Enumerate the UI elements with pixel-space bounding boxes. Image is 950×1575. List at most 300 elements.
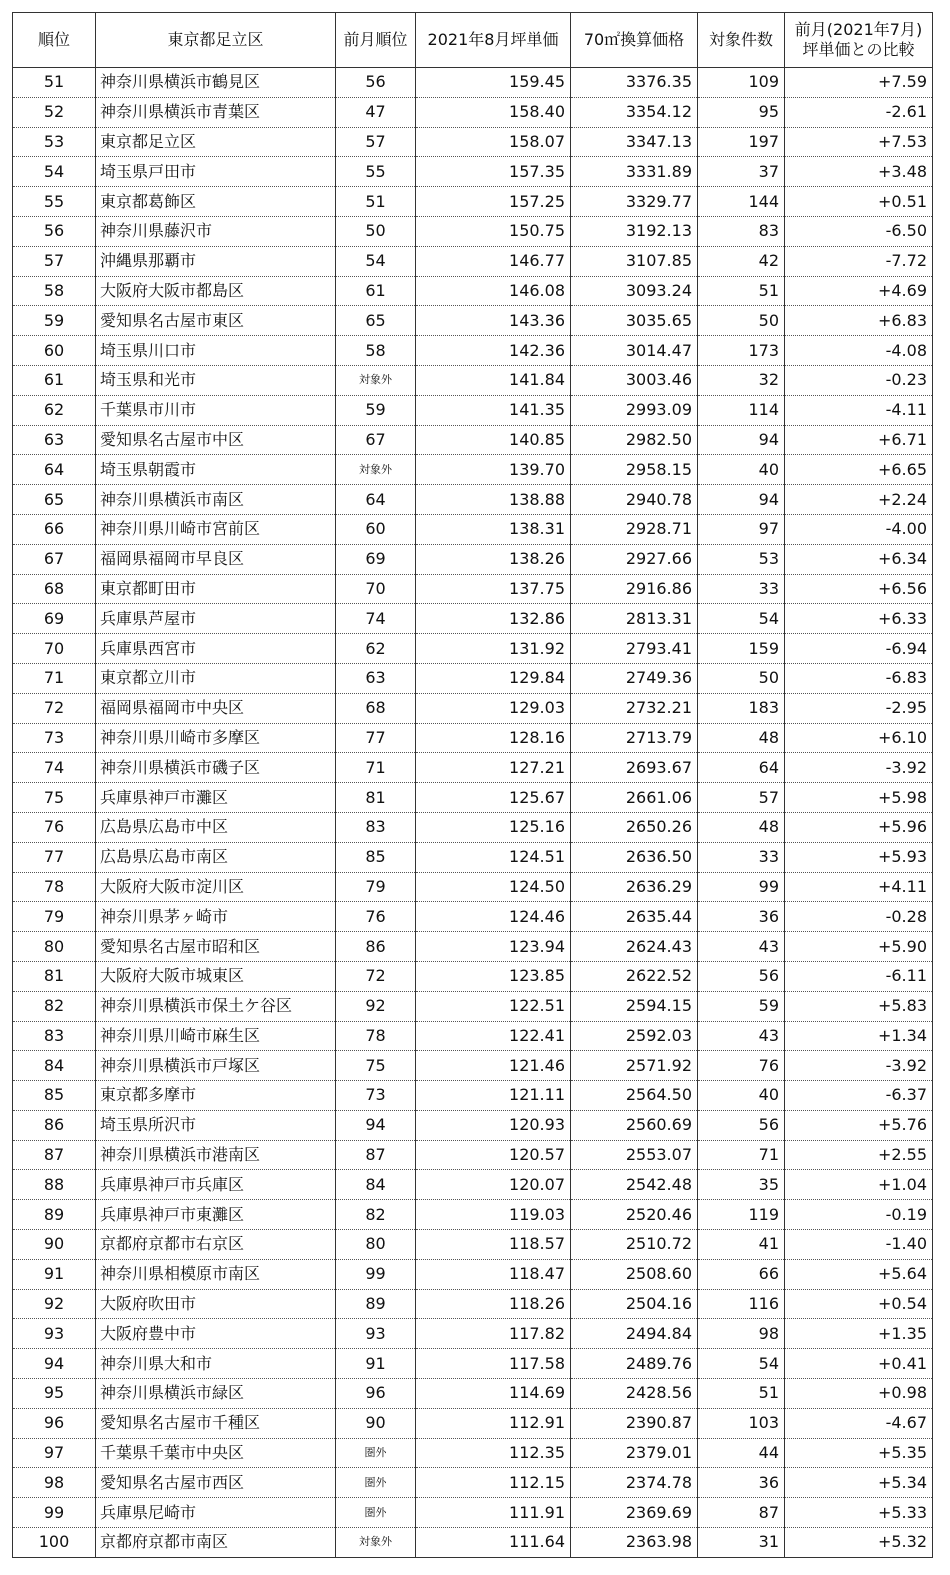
cell-diff: +5.93 [785, 842, 933, 872]
cell-converted-price: 2560.69 [571, 1110, 698, 1140]
cell-count: 109 [698, 68, 785, 98]
cell-area: 千葉県市川市 [96, 395, 336, 425]
cell-price: 124.46 [416, 902, 571, 932]
cell-rank: 63 [13, 425, 96, 455]
cell-rank: 92 [13, 1289, 96, 1319]
cell-rank: 71 [13, 663, 96, 693]
cell-prev-rank: 99 [336, 1259, 416, 1289]
cell-price: 121.11 [416, 1081, 571, 1111]
cell-prev-rank: 82 [336, 1200, 416, 1230]
cell-prev-rank: 84 [336, 1170, 416, 1200]
cell-price: 146.08 [416, 276, 571, 306]
cell-diff: +5.96 [785, 812, 933, 842]
cell-converted-price: 3107.85 [571, 246, 698, 276]
table-row [13, 157, 933, 187]
cell-count: 31 [698, 1528, 785, 1558]
cell-converted-price: 2390.87 [571, 1408, 698, 1438]
cell-converted-price: 2508.60 [571, 1259, 698, 1289]
cell-converted-price: 3003.46 [571, 365, 698, 395]
cell-price: 122.51 [416, 991, 571, 1021]
cell-count: 51 [698, 276, 785, 306]
cell-prev-rank: 対象外 [336, 455, 416, 485]
cell-prev-rank: 85 [336, 842, 416, 872]
cell-price: 118.26 [416, 1289, 571, 1319]
cell-area: 埼玉県朝霞市 [96, 455, 336, 485]
table-row [13, 783, 933, 813]
cell-count: 183 [698, 693, 785, 723]
cell-rank: 73 [13, 723, 96, 753]
cell-area: 神奈川県茅ヶ崎市 [96, 902, 336, 932]
cell-area: 兵庫県神戸市東灘区 [96, 1200, 336, 1230]
cell-converted-price: 2571.92 [571, 1051, 698, 1081]
cell-diff: +7.53 [785, 127, 933, 157]
cell-prev-rank: 70 [336, 574, 416, 604]
cell-area: 東京都多摩市 [96, 1081, 336, 1111]
cell-converted-price: 2489.76 [571, 1349, 698, 1379]
cell-converted-price: 3354.12 [571, 97, 698, 127]
cell-rank: 80 [13, 932, 96, 962]
cell-rank: 82 [13, 991, 96, 1021]
cell-price: 129.84 [416, 663, 571, 693]
cell-prev-rank: 78 [336, 1021, 416, 1051]
cell-area: 広島県広島市中区 [96, 812, 336, 842]
cell-diff: +6.71 [785, 425, 933, 455]
cell-diff: -6.11 [785, 961, 933, 991]
cell-area: 神奈川県川崎市宮前区 [96, 514, 336, 544]
cell-diff: -3.92 [785, 1051, 933, 1081]
cell-price: 138.88 [416, 485, 571, 515]
table-row [13, 753, 933, 783]
cell-diff: +6.83 [785, 306, 933, 336]
cell-price: 141.84 [416, 365, 571, 395]
table-row [13, 395, 933, 425]
cell-prev-rank: 63 [336, 663, 416, 693]
cell-diff: +0.41 [785, 1349, 933, 1379]
header-rank: 順位 [13, 13, 96, 68]
cell-diff: +2.24 [785, 485, 933, 515]
cell-diff: +3.48 [785, 157, 933, 187]
cell-area: 大阪府豊中市 [96, 1319, 336, 1349]
cell-converted-price: 2592.03 [571, 1021, 698, 1051]
cell-rank: 66 [13, 514, 96, 544]
table-row [13, 1051, 933, 1081]
table-row [13, 842, 933, 872]
cell-price: 142.36 [416, 336, 571, 366]
cell-prev-rank: 60 [336, 514, 416, 544]
table-row [13, 1140, 933, 1170]
cell-converted-price: 2916.86 [571, 574, 698, 604]
cell-area: 愛知県名古屋市西区 [96, 1468, 336, 1498]
cell-area: 兵庫県尼崎市 [96, 1498, 336, 1528]
cell-price: 137.75 [416, 574, 571, 604]
cell-count: 32 [698, 365, 785, 395]
cell-diff: +5.76 [785, 1110, 933, 1140]
ranking-table-container [12, 12, 932, 1558]
header-row [13, 13, 933, 68]
table-row [13, 872, 933, 902]
cell-diff: +6.56 [785, 574, 933, 604]
cell-count: 42 [698, 246, 785, 276]
cell-diff: +6.34 [785, 544, 933, 574]
cell-count: 197 [698, 127, 785, 157]
cell-diff: +0.98 [785, 1379, 933, 1409]
table-row [13, 1319, 933, 1349]
cell-rank: 64 [13, 455, 96, 485]
cell-prev-rank: 68 [336, 693, 416, 723]
cell-price: 157.25 [416, 187, 571, 217]
cell-price: 117.82 [416, 1319, 571, 1349]
cell-area: 神奈川県横浜市港南区 [96, 1140, 336, 1170]
cell-rank: 65 [13, 485, 96, 515]
cell-count: 37 [698, 157, 785, 187]
table-row [13, 1110, 933, 1140]
cell-prev-rank: 圏外 [336, 1498, 416, 1528]
cell-converted-price: 2713.79 [571, 723, 698, 753]
cell-price: 128.16 [416, 723, 571, 753]
cell-diff: +6.33 [785, 604, 933, 634]
cell-prev-rank: 72 [336, 961, 416, 991]
cell-prev-rank: 96 [336, 1379, 416, 1409]
cell-price: 111.91 [416, 1498, 571, 1528]
cell-converted-price: 2636.29 [571, 872, 698, 902]
cell-count: 119 [698, 1200, 785, 1230]
cell-rank: 77 [13, 842, 96, 872]
cell-area: 東京都町田市 [96, 574, 336, 604]
cell-price: 124.51 [416, 842, 571, 872]
cell-count: 35 [698, 1170, 785, 1200]
header-compare-line2: 坪単価との比較 [802, 40, 915, 59]
cell-prev-rank: 57 [336, 127, 416, 157]
cell-price: 121.46 [416, 1051, 571, 1081]
cell-rank: 56 [13, 216, 96, 246]
cell-prev-rank: 90 [336, 1408, 416, 1438]
cell-rank: 62 [13, 395, 96, 425]
cell-diff: -2.95 [785, 693, 933, 723]
cell-count: 99 [698, 872, 785, 902]
table-row [13, 544, 933, 574]
cell-rank: 100 [13, 1528, 96, 1558]
cell-rank: 60 [13, 336, 96, 366]
cell-count: 173 [698, 336, 785, 366]
cell-converted-price: 2510.72 [571, 1230, 698, 1260]
cell-area: 大阪府大阪市城東区 [96, 961, 336, 991]
cell-converted-price: 2374.78 [571, 1468, 698, 1498]
table-row [13, 932, 933, 962]
cell-diff: -0.28 [785, 902, 933, 932]
cell-converted-price: 3376.35 [571, 68, 698, 98]
table-row [13, 1289, 933, 1319]
cell-prev-rank: 62 [336, 634, 416, 664]
cell-count: 33 [698, 842, 785, 872]
table-row [13, 1349, 933, 1379]
cell-area: 福岡県福岡市中央区 [96, 693, 336, 723]
table-row [13, 1021, 933, 1051]
cell-price: 143.36 [416, 306, 571, 336]
cell-diff: +5.90 [785, 932, 933, 962]
cell-area: 兵庫県芦屋市 [96, 604, 336, 634]
cell-diff: -0.19 [785, 1200, 933, 1230]
table-row [13, 604, 933, 634]
cell-price: 124.50 [416, 872, 571, 902]
cell-rank: 79 [13, 902, 96, 932]
cell-price: 112.15 [416, 1468, 571, 1498]
cell-prev-rank: 94 [336, 1110, 416, 1140]
cell-converted-price: 2636.50 [571, 842, 698, 872]
cell-price: 111.64 [416, 1528, 571, 1558]
cell-converted-price: 2504.16 [571, 1289, 698, 1319]
table-row [13, 187, 933, 217]
table-row [13, 1081, 933, 1111]
cell-diff: -4.08 [785, 336, 933, 366]
cell-converted-price: 2594.15 [571, 991, 698, 1021]
cell-price: 120.07 [416, 1170, 571, 1200]
cell-diff: +5.35 [785, 1438, 933, 1468]
cell-count: 44 [698, 1438, 785, 1468]
cell-count: 94 [698, 485, 785, 515]
cell-diff: +1.35 [785, 1319, 933, 1349]
cell-prev-rank: 55 [336, 157, 416, 187]
cell-price: 157.35 [416, 157, 571, 187]
cell-count: 43 [698, 932, 785, 962]
cell-rank: 52 [13, 97, 96, 127]
cell-converted-price: 2428.56 [571, 1379, 698, 1409]
cell-rank: 98 [13, 1468, 96, 1498]
cell-prev-rank: 75 [336, 1051, 416, 1081]
cell-prev-rank: 59 [336, 395, 416, 425]
cell-converted-price: 2564.50 [571, 1081, 698, 1111]
cell-converted-price: 3329.77 [571, 187, 698, 217]
cell-rank: 91 [13, 1259, 96, 1289]
cell-rank: 70 [13, 634, 96, 664]
cell-count: 64 [698, 753, 785, 783]
table-row [13, 634, 933, 664]
table-row [13, 97, 933, 127]
cell-converted-price: 2553.07 [571, 1140, 698, 1170]
cell-count: 97 [698, 514, 785, 544]
cell-area: 東京都立川市 [96, 663, 336, 693]
cell-area: 愛知県名古屋市東区 [96, 306, 336, 336]
table-row [13, 1259, 933, 1289]
table-row [13, 246, 933, 276]
cell-area: 神奈川県川崎市麻生区 [96, 1021, 336, 1051]
cell-converted-price: 2494.84 [571, 1319, 698, 1349]
cell-diff: +5.32 [785, 1528, 933, 1558]
cell-area: 京都府京都市南区 [96, 1528, 336, 1558]
cell-price: 120.57 [416, 1140, 571, 1170]
cell-converted-price: 3192.13 [571, 216, 698, 246]
cell-count: 59 [698, 991, 785, 1021]
cell-rank: 89 [13, 1200, 96, 1230]
cell-rank: 53 [13, 127, 96, 157]
cell-diff: -4.00 [785, 514, 933, 544]
cell-price: 123.94 [416, 932, 571, 962]
cell-price: 118.57 [416, 1230, 571, 1260]
cell-area: 兵庫県神戸市灘区 [96, 783, 336, 813]
table-body [13, 68, 933, 1558]
cell-diff: +7.59 [785, 68, 933, 98]
cell-count: 144 [698, 187, 785, 217]
cell-area: 大阪府吹田市 [96, 1289, 336, 1319]
cell-converted-price: 2363.98 [571, 1528, 698, 1558]
cell-rank: 72 [13, 693, 96, 723]
cell-rank: 54 [13, 157, 96, 187]
cell-converted-price: 2749.36 [571, 663, 698, 693]
table-row [13, 1379, 933, 1409]
cell-area: 神奈川県横浜市南区 [96, 485, 336, 515]
cell-diff: +1.04 [785, 1170, 933, 1200]
table-row [13, 425, 933, 455]
cell-rank: 93 [13, 1319, 96, 1349]
cell-rank: 95 [13, 1379, 96, 1409]
cell-converted-price: 2993.09 [571, 395, 698, 425]
table-row [13, 1170, 933, 1200]
cell-prev-rank: 71 [336, 753, 416, 783]
cell-count: 114 [698, 395, 785, 425]
cell-price: 117.58 [416, 1349, 571, 1379]
cell-count: 50 [698, 663, 785, 693]
table-row [13, 336, 933, 366]
cell-converted-price: 2813.31 [571, 604, 698, 634]
cell-price: 132.86 [416, 604, 571, 634]
cell-count: 56 [698, 1110, 785, 1140]
cell-diff: -3.92 [785, 753, 933, 783]
cell-prev-rank: 54 [336, 246, 416, 276]
cell-area: 埼玉県川口市 [96, 336, 336, 366]
cell-area: 埼玉県戸田市 [96, 157, 336, 187]
cell-converted-price: 3331.89 [571, 157, 698, 187]
cell-diff: -6.37 [785, 1081, 933, 1111]
cell-converted-price: 2635.44 [571, 902, 698, 932]
header-compare [785, 13, 933, 68]
cell-rank: 85 [13, 1081, 96, 1111]
cell-diff: +0.51 [785, 187, 933, 217]
cell-converted-price: 2661.06 [571, 783, 698, 813]
cell-prev-rank: 51 [336, 187, 416, 217]
table-row [13, 663, 933, 693]
table-row [13, 1438, 933, 1468]
cell-rank: 61 [13, 365, 96, 395]
cell-diff: -6.50 [785, 216, 933, 246]
cell-prev-rank: 89 [336, 1289, 416, 1319]
cell-rank: 97 [13, 1438, 96, 1468]
cell-rank: 84 [13, 1051, 96, 1081]
cell-converted-price: 2379.01 [571, 1438, 698, 1468]
cell-converted-price: 2732.21 [571, 693, 698, 723]
header-prev-rank: 前月順位 [336, 13, 416, 68]
cell-price: 159.45 [416, 68, 571, 98]
cell-prev-rank: 圏外 [336, 1468, 416, 1498]
cell-count: 40 [698, 455, 785, 485]
cell-prev-rank: 86 [336, 932, 416, 962]
cell-rank: 87 [13, 1140, 96, 1170]
cell-count: 66 [698, 1259, 785, 1289]
cell-rank: 78 [13, 872, 96, 902]
cell-prev-rank: 58 [336, 336, 416, 366]
cell-price: 123.85 [416, 961, 571, 991]
cell-area: 愛知県名古屋市中区 [96, 425, 336, 455]
cell-price: 138.26 [416, 544, 571, 574]
table-row [13, 991, 933, 1021]
cell-price: 120.93 [416, 1110, 571, 1140]
cell-area: 千葉県千葉市中央区 [96, 1438, 336, 1468]
cell-count: 57 [698, 783, 785, 813]
cell-area: 沖縄県那覇市 [96, 246, 336, 276]
cell-count: 76 [698, 1051, 785, 1081]
cell-prev-rank: 56 [336, 68, 416, 98]
cell-diff: +5.64 [785, 1259, 933, 1289]
cell-rank: 69 [13, 604, 96, 634]
cell-price: 112.35 [416, 1438, 571, 1468]
table-row [13, 693, 933, 723]
table-row [13, 574, 933, 604]
cell-rank: 81 [13, 961, 96, 991]
cell-prev-rank: 対象外 [336, 365, 416, 395]
cell-rank: 74 [13, 753, 96, 783]
cell-price: 125.16 [416, 812, 571, 842]
cell-area: 神奈川県横浜市保土ケ谷区 [96, 991, 336, 1021]
cell-area: 埼玉県所沢市 [96, 1110, 336, 1140]
cell-diff: +4.69 [785, 276, 933, 306]
cell-area: 神奈川県横浜市鶴見区 [96, 68, 336, 98]
cell-area: 愛知県名古屋市昭和区 [96, 932, 336, 962]
cell-prev-rank: 91 [336, 1349, 416, 1379]
cell-diff: -4.11 [785, 395, 933, 425]
cell-area: 神奈川県横浜市青葉区 [96, 97, 336, 127]
cell-converted-price: 2793.41 [571, 634, 698, 664]
cell-price: 139.70 [416, 455, 571, 485]
cell-diff: -1.40 [785, 1230, 933, 1260]
cell-rank: 86 [13, 1110, 96, 1140]
table-row [13, 514, 933, 544]
table-row [13, 455, 933, 485]
cell-price: 158.40 [416, 97, 571, 127]
cell-rank: 55 [13, 187, 96, 217]
cell-converted-price: 3347.13 [571, 127, 698, 157]
cell-price: 150.75 [416, 216, 571, 246]
cell-count: 54 [698, 1349, 785, 1379]
table-row [13, 365, 933, 395]
cell-count: 51 [698, 1379, 785, 1409]
cell-diff: +0.54 [785, 1289, 933, 1319]
cell-diff: -6.94 [785, 634, 933, 664]
cell-price: 140.85 [416, 425, 571, 455]
cell-prev-rank: 80 [336, 1230, 416, 1260]
cell-count: 87 [698, 1498, 785, 1528]
cell-count: 95 [698, 97, 785, 127]
cell-count: 83 [698, 216, 785, 246]
cell-converted-price: 2622.52 [571, 961, 698, 991]
cell-price: 125.67 [416, 783, 571, 813]
cell-price: 129.03 [416, 693, 571, 723]
cell-diff: -0.23 [785, 365, 933, 395]
cell-count: 48 [698, 723, 785, 753]
cell-rank: 90 [13, 1230, 96, 1260]
cell-prev-rank: 対象外 [336, 1528, 416, 1558]
table-row [13, 961, 933, 991]
cell-rank: 94 [13, 1349, 96, 1379]
table-row [13, 902, 933, 932]
cell-count: 36 [698, 1468, 785, 1498]
cell-prev-rank: 83 [336, 812, 416, 842]
cell-converted-price: 3035.65 [571, 306, 698, 336]
cell-area: 大阪府大阪市都島区 [96, 276, 336, 306]
cell-converted-price: 2542.48 [571, 1170, 698, 1200]
cell-area: 埼玉県和光市 [96, 365, 336, 395]
cell-prev-rank: 74 [336, 604, 416, 634]
table-row [13, 1468, 933, 1498]
ranking-table [12, 12, 933, 1558]
cell-converted-price: 2369.69 [571, 1498, 698, 1528]
